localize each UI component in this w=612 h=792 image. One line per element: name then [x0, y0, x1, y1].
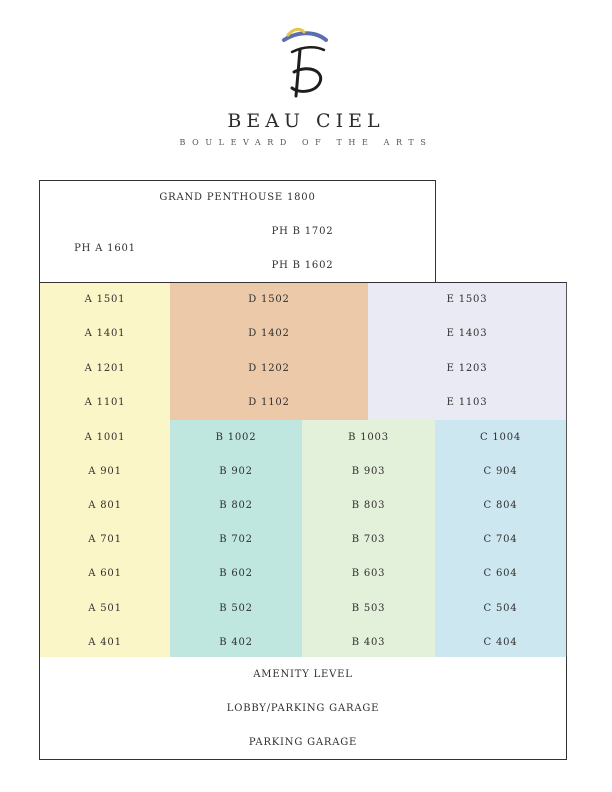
unit-cell: D 1102: [170, 386, 369, 422]
unit-cell: A 1401: [39, 317, 171, 353]
unit-cell: D 1502: [170, 282, 369, 318]
unit-cell: C 404: [435, 625, 567, 660]
unit-cell: A 601: [39, 557, 171, 592]
unit-cell: D 1402: [170, 317, 369, 353]
unit-cell: A 1501: [39, 282, 171, 318]
unit-cell: B 703: [302, 523, 436, 558]
unit-cell: E 1403: [368, 317, 567, 353]
unit-cell: B 602: [170, 557, 303, 592]
unit-cell: B 903: [302, 454, 436, 489]
grand-penthouse: GRAND PENTHOUSE 1800: [39, 180, 436, 215]
unit-cell: B 803: [302, 488, 436, 523]
unit-cell: A 701: [39, 523, 171, 558]
unit-cell: A 501: [39, 591, 171, 626]
brand-name: BEAU CIEL: [227, 110, 385, 132]
unit-cell: C 504: [435, 591, 567, 626]
unit-cell: A 1201: [39, 351, 171, 387]
unit-cell: E 1503: [368, 282, 567, 318]
unit-cell: B 502: [170, 591, 303, 626]
unit-cell: B 702: [170, 523, 303, 558]
unit-cell: D 1202: [170, 351, 369, 387]
unit-cell: B 802: [170, 488, 303, 523]
unit-cell: B 603: [302, 557, 436, 592]
unit-cell: A 801: [39, 488, 171, 523]
unit-cell: A 401: [39, 625, 171, 660]
lobby-parking-garage: LOBBY/PARKING GARAGE: [39, 691, 567, 726]
unit-cell: C 804: [435, 488, 567, 523]
parking-garage: PARKING GARAGE: [39, 725, 567, 760]
unit-cell: C 1004: [435, 420, 567, 455]
unit-cell: A 1101: [39, 386, 171, 422]
unit-cell: E 1103: [368, 386, 567, 422]
unit-cell: E 1203: [368, 351, 567, 387]
unit-cell: B 402: [170, 625, 303, 660]
brand-tagline: BOULEVARD OF THE ARTS: [179, 138, 433, 147]
unit-cell: A 901: [39, 454, 171, 489]
unit-cell: C 604: [435, 557, 567, 592]
unit-ph-b-lower: PH B 1602: [170, 248, 436, 283]
unit-cell: C 704: [435, 523, 567, 558]
unit-cell: C 904: [435, 454, 567, 489]
unit-cell: B 1002: [170, 420, 303, 455]
unit-cell: A 1001: [39, 420, 171, 455]
unit-cell: B 503: [302, 591, 436, 626]
unit-cell: B 902: [170, 454, 303, 489]
unit-ph-a: PH A 1601: [39, 214, 171, 283]
beau-ciel-logo-icon: [270, 22, 340, 102]
unit-cell: B 1003: [302, 420, 436, 455]
unit-ph-b-upper: PH B 1702: [170, 214, 436, 249]
amenity-level: AMENITY LEVEL: [39, 657, 567, 692]
unit-cell: B 403: [302, 625, 436, 660]
